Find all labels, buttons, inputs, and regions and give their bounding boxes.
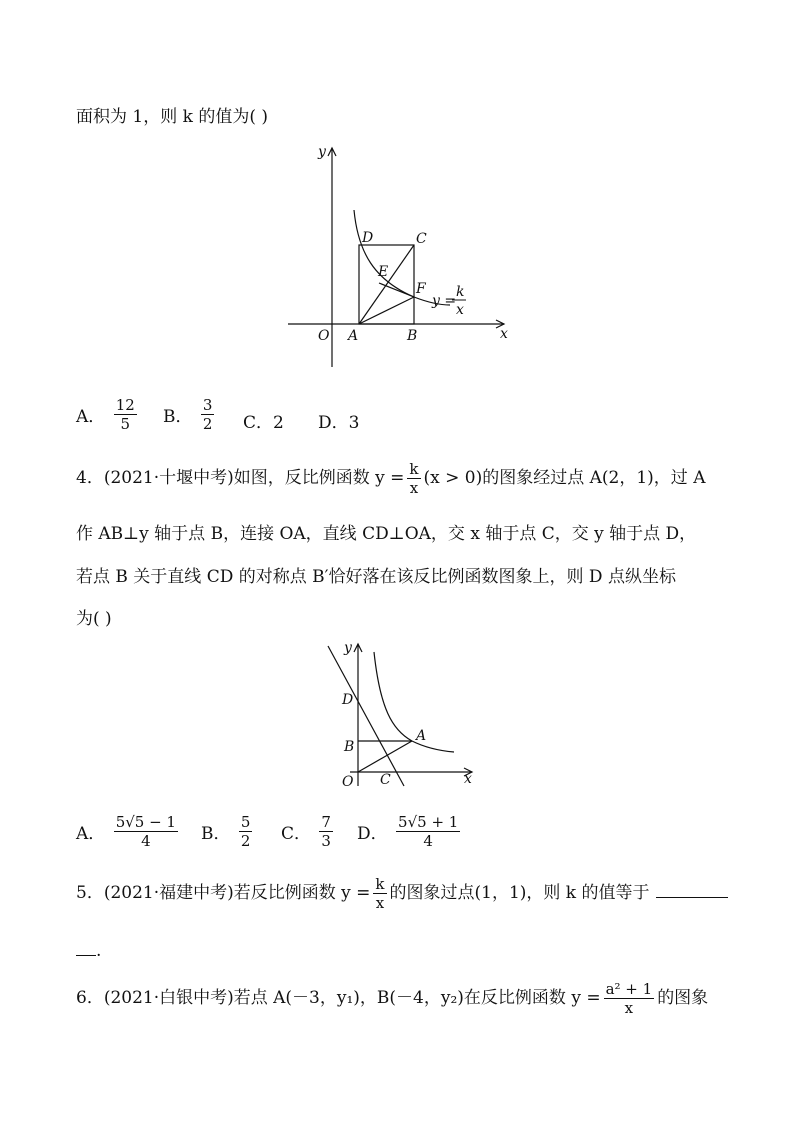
option-fraction (319, 813, 333, 850)
b-label: B (344, 739, 355, 755)
answer-blank-cont[interactable] (76, 941, 96, 956)
fraction-num: 3 (202, 396, 213, 414)
option-letter: C． (243, 413, 274, 433)
q3-option-a (76, 396, 140, 433)
fraction-den: 2 (240, 832, 251, 850)
q5-text-a: 5．(2021·福建中考)若反比例函数 y = (76, 883, 371, 903)
q4-line-3: 若点 B 关于直线 CD 的对称点 B′恰好落在该反比例函数图象上，则 D 点纵坐标 (76, 567, 676, 587)
fraction-den: x (409, 479, 419, 497)
fraction-den: 5 (120, 415, 130, 433)
fraction-num: 12 (115, 396, 135, 414)
q3-option-c (243, 408, 284, 433)
option-fraction (201, 396, 215, 433)
fraction-num: k (409, 460, 419, 478)
curve-y-label: y = (432, 293, 457, 309)
q6-fraction (604, 980, 655, 1017)
hyperbola-curve (354, 210, 450, 305)
q5-fraction (373, 875, 386, 912)
fraction-num: 5√5 + 1 (398, 813, 459, 831)
c-label: C (380, 772, 391, 788)
segment-af (359, 297, 414, 324)
option-fraction (239, 813, 253, 850)
a-label: A (348, 328, 359, 344)
option-letter: C． (281, 824, 312, 844)
q5-text-b: 的图象过点(1，1)，则 k 的值等于 (389, 883, 650, 903)
fraction-den: 3 (321, 832, 331, 850)
fraction-den: 4 (423, 832, 433, 850)
curve-x-label: x (456, 302, 464, 318)
q4-text-b: (x > 0)的图象经过点 A(2，1)，过 A (423, 468, 706, 488)
q4-figure (322, 638, 482, 790)
segment-oa (358, 741, 412, 772)
option-letter: D． (318, 413, 349, 433)
option-fraction (396, 813, 460, 850)
q3-figure (282, 142, 522, 372)
x-label: x (500, 326, 508, 342)
line-cd (328, 646, 404, 786)
fraction-den: 4 (141, 832, 151, 850)
y-label: y (318, 144, 326, 160)
q3-option-d (318, 408, 359, 433)
fraction-num: a² + 1 (605, 980, 653, 998)
option-letter: D． (357, 824, 388, 844)
q4-option-c (281, 813, 336, 850)
fraction-den: 2 (202, 415, 213, 433)
q5-line (76, 875, 728, 912)
option-letter: B． (163, 407, 193, 427)
fraction-num: k (375, 875, 385, 893)
option-value: 2 (273, 413, 284, 433)
y-label: y (344, 640, 352, 656)
q4-line-2: 作 AB⊥y 轴于点 B，连接 OA，直线 CD⊥OA，交 x 轴于点 C，交 y 轴于点 D， (76, 524, 697, 544)
q3-option-b (163, 396, 217, 433)
d-label: D (342, 692, 354, 708)
b-label: B (407, 328, 418, 344)
c-label: C (416, 231, 427, 247)
q4-line-1 (76, 460, 705, 497)
q6-line (76, 980, 708, 1017)
q3-line: 面积为 1，则 k 的值为( ) (76, 107, 268, 127)
answer-blank[interactable] (656, 883, 728, 898)
x-label: x (464, 771, 472, 787)
q4-line-4: 为( ) (76, 609, 112, 629)
fraction-den: x (624, 999, 634, 1017)
fraction-den: x (375, 894, 385, 912)
option-letter: A． (76, 407, 106, 427)
d-label: D (362, 230, 374, 246)
option-fraction (114, 813, 178, 850)
q5-end: . (96, 941, 102, 961)
fraction-num: 7 (321, 813, 331, 831)
q6-text-a: 6．(2021·白银中考)若点 A(－3，y₁)，B(－4，y₂)在反比例函数 y = (76, 988, 601, 1008)
q4-fraction (407, 460, 420, 497)
f-label: F (416, 281, 426, 297)
o-label: O (342, 774, 354, 790)
q6-text-b: 的图象 (657, 988, 709, 1008)
q5-line-2 (76, 940, 101, 962)
q4-option-d (357, 813, 463, 850)
o-label: O (318, 328, 330, 344)
fraction-num: 5 (240, 813, 251, 831)
option-fraction (114, 396, 137, 433)
fraction-num: 5√5 − 1 (115, 813, 176, 831)
option-letter: B． (201, 824, 231, 844)
q4-text-a: 4．(2021·十堰中考)如图，反比例函数 y = (76, 468, 405, 488)
q4-option-b (201, 813, 255, 850)
hyperbola-curve (374, 652, 454, 752)
q4-option-a (76, 813, 181, 850)
option-letter: A． (76, 824, 106, 844)
a-label: A (416, 728, 427, 744)
e-label: E (378, 264, 389, 280)
curve-k-label: k (456, 284, 465, 300)
option-value: 3 (348, 413, 360, 433)
